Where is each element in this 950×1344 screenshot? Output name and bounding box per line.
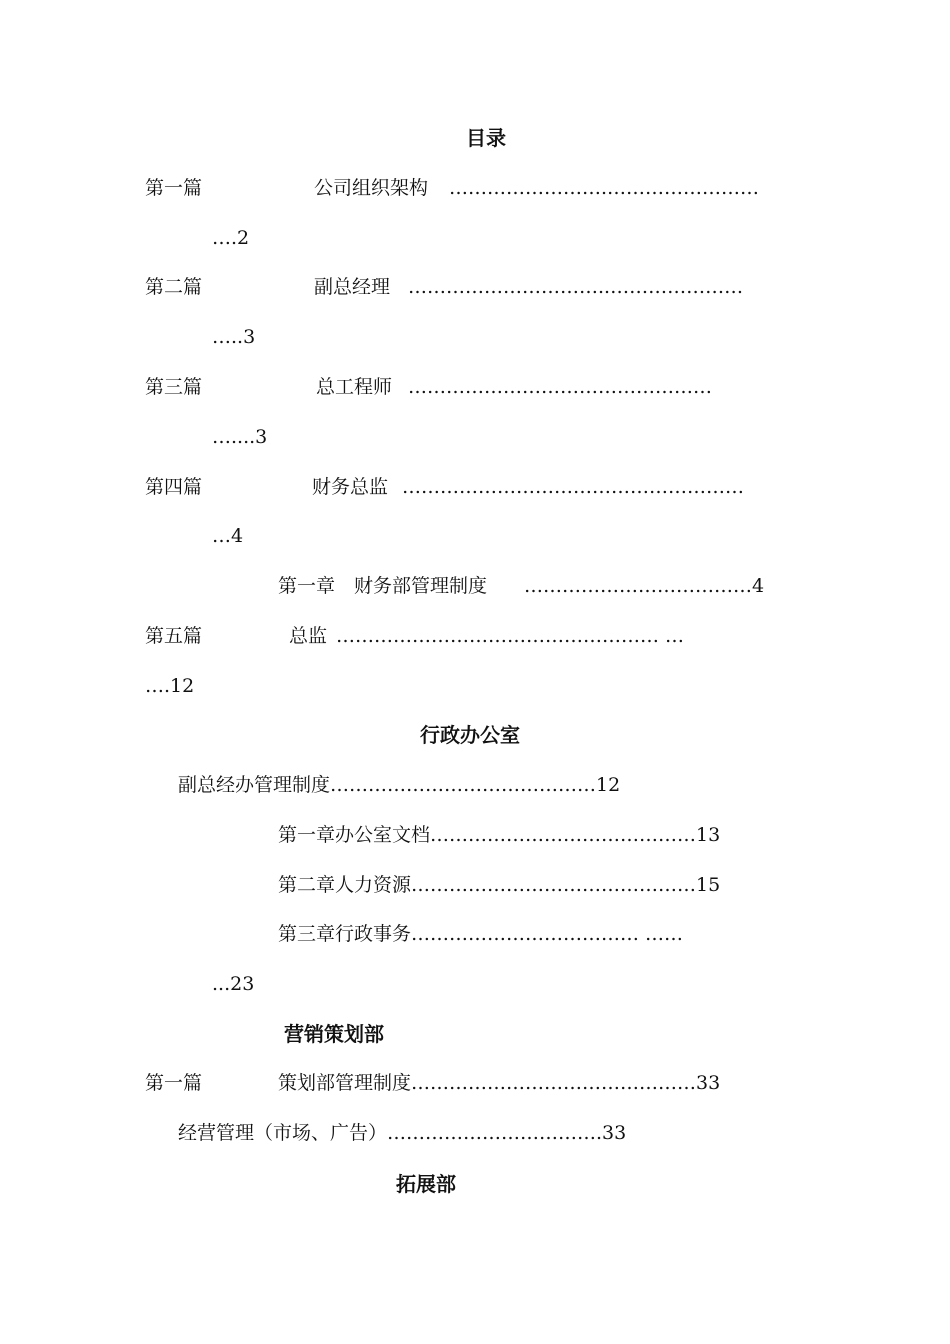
toc-chapter-entry: 第三章行政事务……………………………… …… [278,923,684,945]
toc-entry: 经营管理（市场、广告）…………………………….33 [178,1122,627,1144]
toc-part-label: 第二篇 [145,276,203,298]
section-heading: 拓展部 [396,1172,456,1196]
toc-part-title: 副总经理 [314,276,391,298]
toc-page-number: …4 [212,525,244,547]
toc-page-number: ...23 [212,973,255,995]
toc-part-title: 公司组织架构 [314,177,429,199]
toc-page-number: …..3 [212,326,256,348]
toc-part-title: 总监 [289,625,328,647]
toc-entry: 副总经办管理制度……………………………………12 [178,774,621,796]
section-heading: 营销策划部 [284,1022,384,1046]
section-heading: 行政办公室 [420,723,520,747]
toc-part-label: 第三篇 [145,376,203,398]
toc-entry: 策划部管理制度………………………………………33 [278,1072,721,1094]
toc-page-number: ….2 [212,227,250,249]
toc-page-number: ….12 [145,675,195,697]
toc-part-label: 第一篇 [145,1072,203,1094]
toc-part-title: 财务总监 [312,476,389,498]
toc-part-label: 第一篇 [145,177,203,199]
toc-part-title: 总工程师 [316,376,393,398]
toc-leader-dots: …………………….…………………… [449,177,760,199]
toc-leader-dots: ………………………………4 [524,575,765,597]
toc-part-label: 第四篇 [145,476,203,498]
toc-leader-dots: …………………………………………… … [336,625,685,647]
toc-chapter-entry: 第二章人力资源………………………………………15 [278,874,721,896]
toc-chapter-entry: 第一章办公室文档……………………………………13 [278,824,721,846]
toc-leader-dots: …………………………..………………… [408,276,744,298]
toc-chapter-entry: 第一章 财务部管理制度 [278,575,488,597]
toc-title: 目录 [466,126,506,150]
toc-leader-dots: ……………………………………………… [402,476,744,498]
toc-leader-dots: ………………………………………… [408,376,712,398]
toc-part-label: 第五篇 [145,625,203,647]
toc-page-number: …....3 [212,426,268,448]
